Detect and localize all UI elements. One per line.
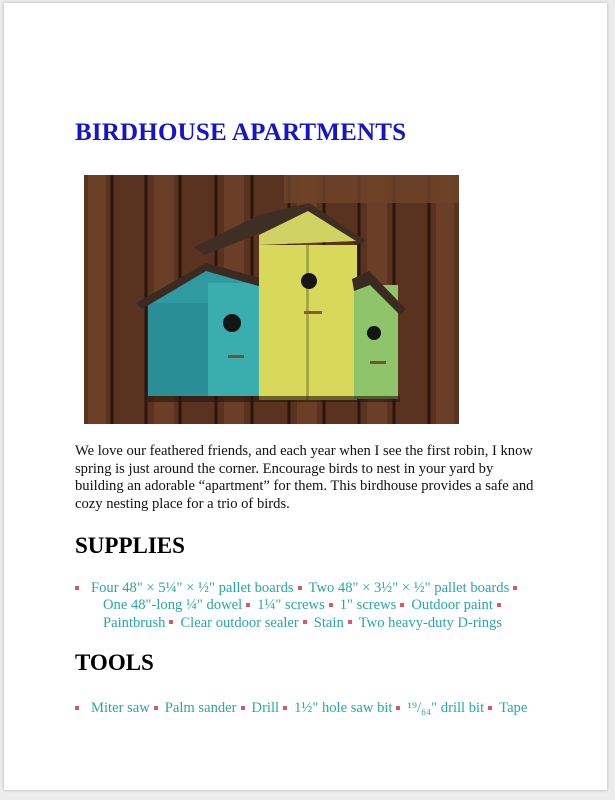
bullet-icon — [283, 706, 287, 710]
supply-item: Two heavy-duty D-rings — [358, 614, 503, 631]
bullet-icon — [75, 706, 79, 710]
bullet-icon — [488, 706, 492, 710]
bullet-icon — [303, 620, 307, 624]
supply-item: Two 48" × 3½" × ½" pallet boards — [308, 580, 510, 596]
supply-item: Four 48" × 5¼" × ½" pallet boards — [91, 580, 294, 596]
bullet-icon — [154, 706, 158, 710]
bullet-icon — [169, 620, 173, 624]
supply-item: Outdoor paint — [411, 597, 493, 614]
bullet-icon — [298, 586, 302, 590]
bullet-icon — [513, 586, 517, 590]
page-title: BIRDHOUSE APARTMENTS — [75, 119, 407, 146]
bullet-icon — [497, 603, 501, 607]
tool-item: ¹⁹/₆₄" drill bit — [407, 700, 485, 716]
intro-paragraph: We love our feathered friends, and each year when I see the first robin, I know spring is just around the corner. Encourage birds to nest in your yard by building an adorable “apartment” for them. This birdhouse provides a safe and cozy nesting place for a trio of birds. — [75, 443, 534, 512]
tools-list — [75, 700, 545, 717]
supply-item: 1" screws — [339, 597, 397, 614]
bullet-icon — [400, 603, 404, 607]
tool-item: Miter saw — [91, 700, 150, 716]
tool-item: Tape — [499, 700, 528, 716]
tool-item: Drill — [251, 700, 280, 716]
supply-item: Stain — [313, 614, 344, 631]
supply-item: 1¼" screws — [257, 597, 325, 614]
tools-heading: TOOLS — [75, 650, 154, 675]
supplies-list — [75, 580, 545, 632]
bullet-icon — [396, 706, 400, 710]
supply-item: Paintbrush — [103, 614, 166, 631]
supply-item: Clear outdoor sealer — [180, 614, 299, 631]
supplies-heading: SUPPLIES — [75, 533, 185, 558]
bullet-icon — [75, 586, 79, 590]
bullet-icon — [348, 620, 352, 624]
birdhouse-photo — [84, 175, 459, 424]
supply-item: One 48"-long ¼" dowel — [103, 597, 243, 614]
bullet-icon — [241, 706, 245, 710]
bullet-icon — [329, 603, 333, 607]
tool-item: 1½" hole saw bit — [294, 700, 393, 716]
tool-item: Palm sander — [164, 700, 237, 716]
bullet-icon — [246, 603, 250, 607]
document-page — [4, 3, 607, 790]
